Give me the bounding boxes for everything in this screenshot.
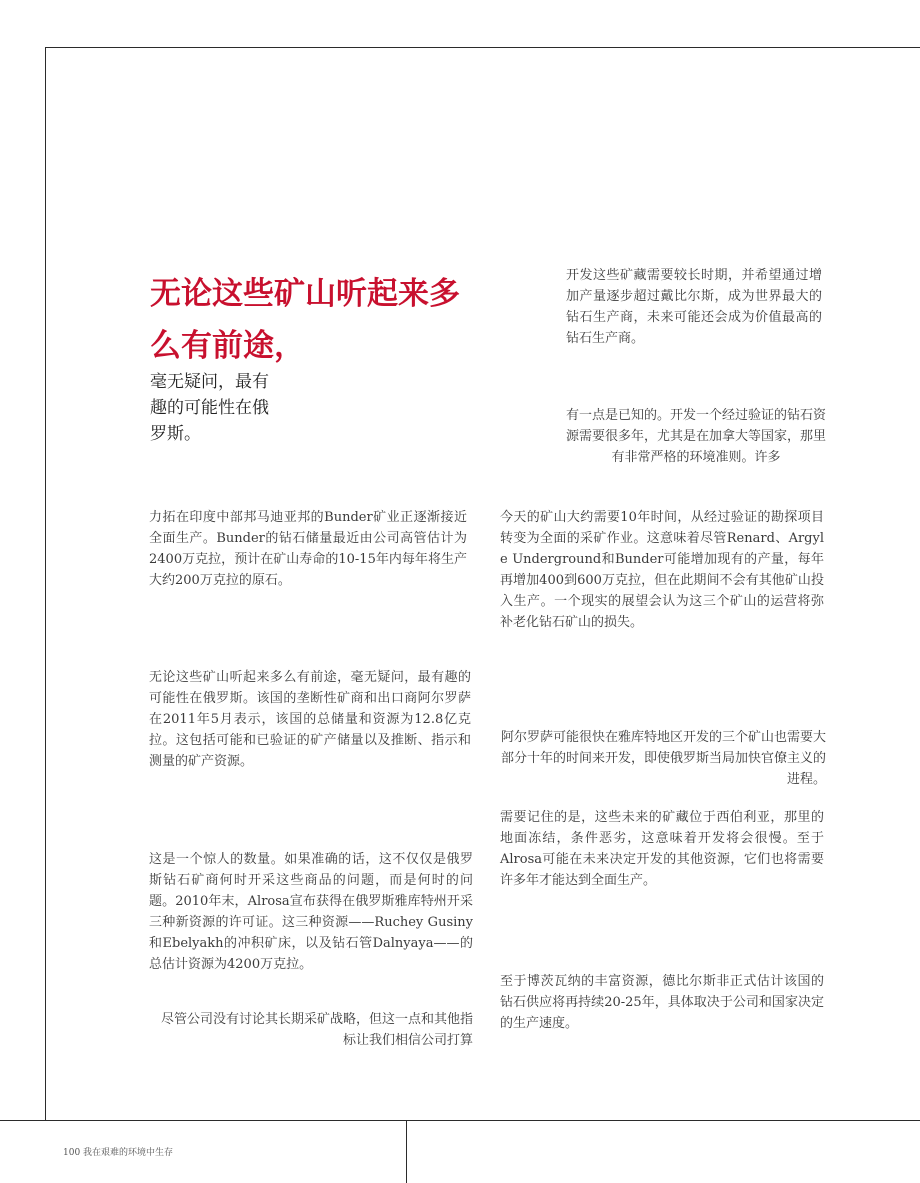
- left-paragraph-1: 力拓在印度中部邦马迪亚邦的Bunder矿业正逐渐接近全面生产。Bunder的钻石储量最近由公司高管估计为2400万克拉，预计在矿山寿命的10-15年内每年将生产大约200万克拉的原石。: [149, 510, 467, 588]
- left-paragraph-4: 尽管公司没有讨论其长期采矿战略，但这一点和其他指标让我们相信公司打算: [160, 1012, 473, 1048]
- footer-top-rule: [0, 1120, 920, 1121]
- headline: 无论这些矿山听起来多么有前途，: [150, 276, 460, 364]
- right-paragraph-3: 今天的矿山大约需要10年时间，从经过验证的勘探项目转变为全面的采矿作业。这意味着尽管Renard、Argyle Underground和Bunder可能增加现有的产量，每年再增加400到600万克拉，但在此期间不会有其他矿山投入生产。一个现实的展望会认为这三个矿山的运营将弥补老化钻石矿山的损失。: [500, 510, 824, 630]
- frame-left-rule: [45, 47, 46, 1120]
- right-paragraph-4: 阿尔罗萨可能很快在雅库特地区开发的三个矿山也需要大部分十年的时间来开发，即使俄罗斯当局加快官僚主义的进程。: [500, 730, 826, 787]
- right-paragraph-6: 至于博茨瓦纳的丰富资源，德比尔斯非正式估计该国的钻石供应将再持续20-25年，具体取决于公司和国家决定的生产速度。: [500, 974, 824, 1031]
- right-paragraph-5: 需要记住的是，这些未来的矿藏位于西伯利亚，那里的地面冻结，条件恶劣，这意味着开发将会很慢。至于Alrosa可能在未来决定开发的其他资源，它们也将需要许多年才能达到全面生产。: [500, 810, 824, 888]
- left-paragraph-3: 这是一个惊人的数量。如果准确的话，这不仅仅是俄罗斯钻石矿商何时开采这些商品的问题，而是何时的问题。2010年末，Alrosa宣布获得在俄罗斯雅库特州开采三种新资源的许可证。这三种资源——Ruchey Gusiny和Ebelyakh的冲积矿床，以及钻石管Dalnyaya——的总估计资源为4200万克拉。: [149, 852, 473, 972]
- footer-divider-rule: [406, 1120, 407, 1183]
- subheadline: 毫无疑问，最有趣的可能性在俄罗斯。: [150, 372, 269, 444]
- left-paragraph-2: 无论这些矿山听起来多么有前途，毫无疑问，最有趣的可能性在俄罗斯。该国的垄断性矿商和出口商阿尔罗萨在2011年5月表示，该国的总储量和资源为12.8亿克拉。这包括可能和已验证的矿产储量以及推断、指示和测量的矿产资源。: [149, 670, 471, 769]
- right-paragraph-1: 开发这些矿藏需要较长时期，并希望通过增加产量逐步超过戴比尔斯，成为世界最大的钻石生产商，未来可能还会成为价值最高的钻石生产商。: [566, 268, 822, 346]
- page-footer: 100 我在艰难的环境中生存: [63, 1148, 174, 1158]
- right-paragraph-2: 有一点是已知的。开发一个经过验证的钻石资源需要很多年，尤其是在加拿大等国家，那里有非常严格的环境准则。许多: [566, 408, 827, 465]
- frame-top-rule: [45, 47, 920, 48]
